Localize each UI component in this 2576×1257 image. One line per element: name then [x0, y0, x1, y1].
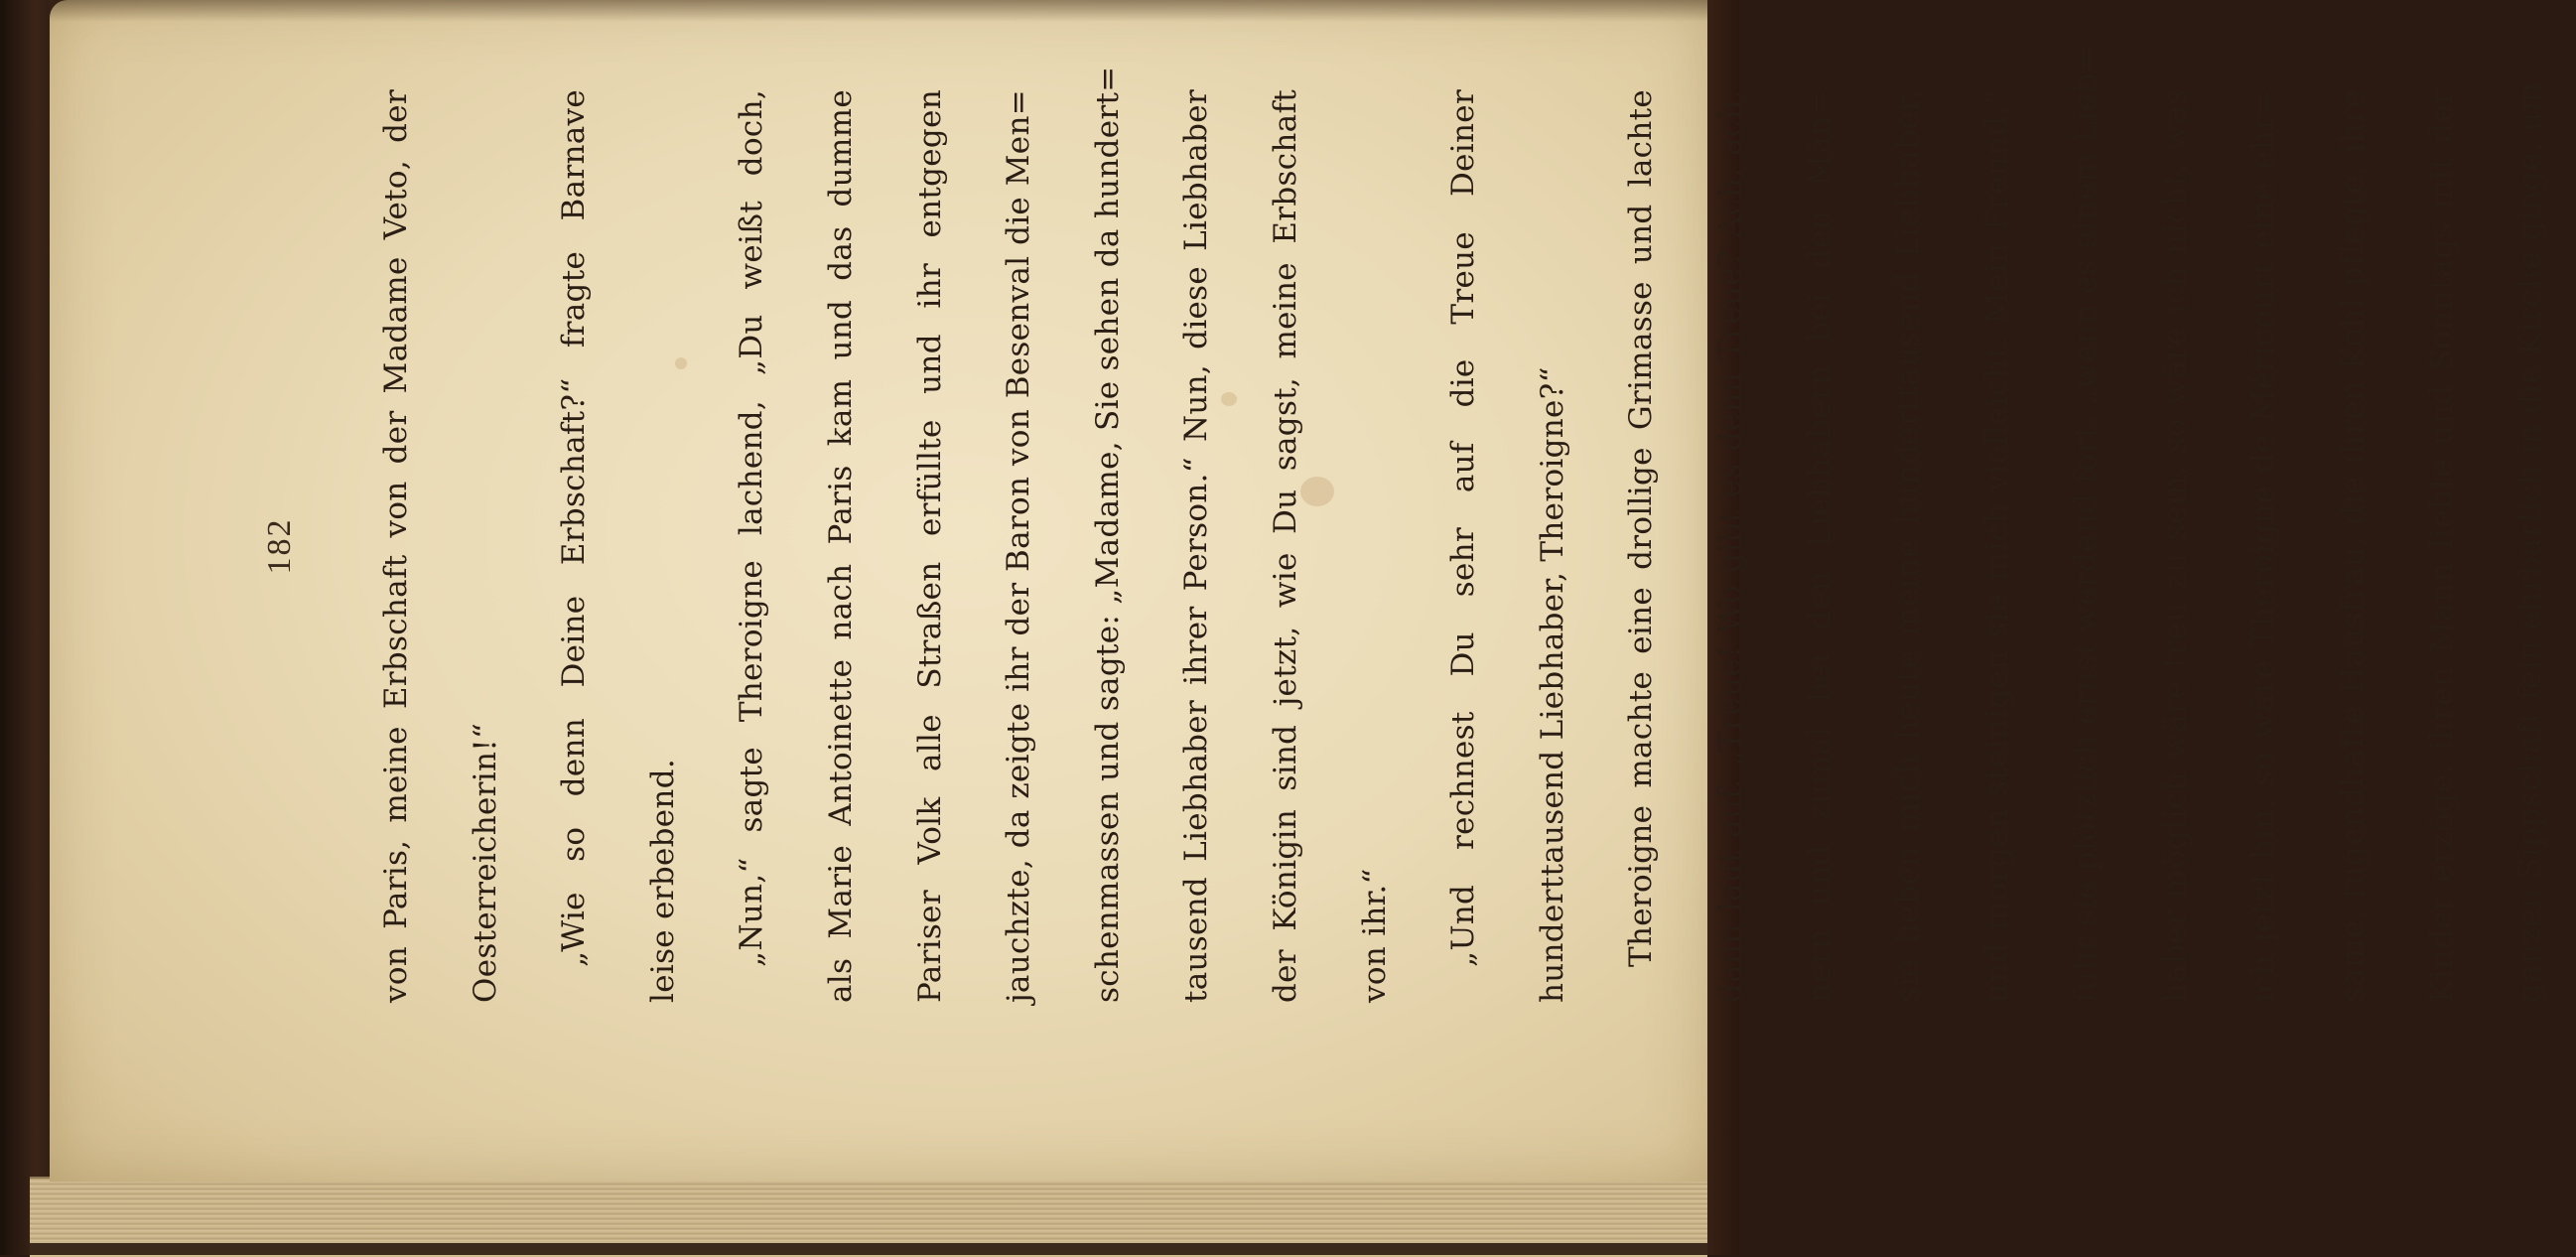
text-line: ich jetzt bin, so wäre Theroigne de Méricourt eine ehr= — [2245, 89, 2282, 1003]
text-line: Theroigne machte eine drollige Grimasse und lachte — [1623, 89, 1660, 967]
book-bottom-edge — [30, 1243, 1707, 1255]
text-line: der Königin sind jetzt, wie Du sagst, meine Erbschaft — [1267, 89, 1303, 1003]
spine-shadow — [50, 0, 1707, 22]
text-line: „Nun,“ sagte Theroigne lachend, „Du weißt doch, — [734, 89, 770, 967]
text-line: same, tugendhafte Hausfrau, die ihren Kohl pflegte, ihre — [2335, 89, 2372, 1003]
text-line: dann laut auf. „Treue! Wo gibt es denn Treue? Ach, ach, — [1711, 89, 1748, 1003]
text-line: Kinder erzöge, ihren Mann liebte und Sonntags mit der — [2423, 89, 2460, 1003]
text-line: sie lieben mich heute meine hunderttausend Liebhaber, — [1890, 89, 1927, 1003]
text-line: nern und zumal bei den Liebhabern bei den Män= — [1801, 89, 1837, 1003]
text-line: fuhr sie plötzlich ernst werdend fort, „wenn es einem Lieb= — [2068, 47, 2104, 1003]
text-line: hunderttausend Liebhaber, Theroigne?“ — [1534, 366, 1570, 1003]
text-line: ganzen Sippschaft fein ehrbarlich in die Kirche ginge, um — [2512, 81, 2549, 1003]
text-line: Pariser Volk alle Straßen erfüllte und ihr entgegen — [911, 89, 948, 1003]
body-text — [352, 47, 2576, 1003]
text-line: „Wie so denn Deine Erbschaft?“ fragte Barnave — [556, 89, 593, 967]
text-line: „Und rechnest Du sehr auf die Treue Deiner — [1445, 89, 1482, 967]
book-page — [50, 0, 2549, 1182]
text-line: als Marie Antoinette nach Paris kam und das dumme — [822, 89, 859, 1003]
text-line: von Paris, meine Erbschaft von der Madame Veto, der — [378, 89, 414, 1003]
page-text-block — [261, 47, 2549, 1003]
text-line: jauchzte, da zeigte ihr der Baron von Besenval die Men= — [1001, 89, 1037, 1003]
text-line: von ihr.“ — [1356, 868, 1393, 1003]
text-line: leise erbebend. — [644, 759, 681, 1003]
text-line: tausend Liebhaber ihrer Person.“ Nun, diese Liebhaber — [1178, 89, 1215, 1003]
page-number: 182 — [261, 517, 298, 575]
text-line: Oesterreicherin!“ — [467, 722, 503, 1003]
text-line: haber möglich wäre treu zu sein, so wäre ich nicht, was — [2156, 89, 2193, 1003]
text-line: und morgen steinigen sie mich vielleicht. Mein Freund,“ — [1978, 89, 2015, 1003]
text-line: schenmassen und sagte: „Madame, Sie sehen da hundert= — [1089, 66, 1126, 1003]
